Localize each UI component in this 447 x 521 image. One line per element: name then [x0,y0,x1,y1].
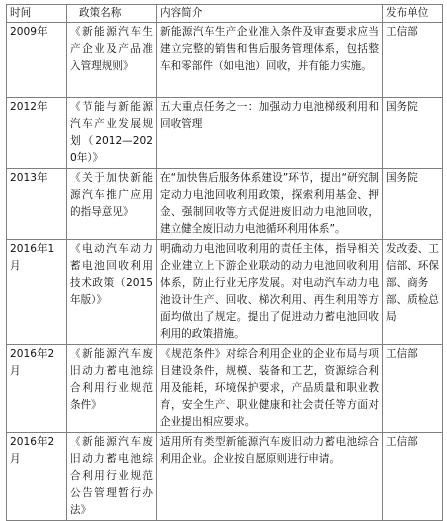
cell-time: 2012年 [7,98,67,169]
cell-time: 2009年 [7,23,67,98]
cell-issuer: 国务院 [383,169,443,240]
header-issuer: 发布单位 [383,5,443,23]
cell-time: 2013年 [7,169,67,240]
cell-policy-name: 《电动汽车动力蓄电池回收利用技术政策（2015年版）》 [67,240,157,345]
header-policy-name: 政策名称 [67,5,157,23]
table-row [7,345,443,433]
table-row [7,98,443,169]
table-row [7,23,443,98]
cell-issuer: 发改委、工信部、环保部、商务部、质检总局 [383,240,443,345]
cell-issuer: 工信部 [383,433,443,521]
table-header-row [7,5,443,23]
cell-content-summary: 在“加快售后服务体系建设”环节，提出“研究制定动力电池回收利用政策，探索利用基金、押金、强制回收等方式促进废旧动力电池回收，建立健全废旧动力电池循环利用体系”。 [157,169,383,240]
cell-content-summary: 五大重点任务之一：加强动力电池梯级利用和回收管理 [157,98,383,169]
cell-policy-name: 《节能与新能源汽车产业发展规划（2012—2020年）》 [67,98,157,169]
header-time: 时间 [7,5,67,23]
cell-issuer: 工信部 [383,23,443,98]
cell-time: 2016年1月 [7,240,67,345]
header-content-summary: 内容简介 [157,5,383,23]
cell-content-summary: 《规范条件》对综合利用企业的企业布局与项目建设条件，规模、装备和工艺，资源综合利用及能耗，环境保护要求，产品质量和职业教育，安全生产、职业健康和社会责任等方面对企业提出相应要求。 [157,345,383,433]
cell-content-summary: 明确动力电池回收利用的责任主体，指导相关企业建立上下游企业联动的动力电池回收利用体系，防止行业无序发展。对电动汽车动力电池设计生产、回收、梯次利用、再生利用等方面均做出了规定。提出了促进动力蓄电池回收利用的政策措施。 [157,240,383,345]
policy-table-container [6,4,442,521]
cell-policy-name: 《新能源汽车废旧动力蓄电池综合利用行业规范条件》 [67,345,157,433]
cell-policy-name: 《新能源汽车废旧动力蓄电池综合利用行业规范公告管理暂行办法》 [67,433,157,521]
cell-issuer: 国务院 [383,98,443,169]
cell-time: 2016年2月 [7,433,67,521]
cell-issuer: 工信部 [383,345,443,433]
table-row [7,433,443,521]
cell-policy-name: 《新能源汽车生产企业及产品准入管理规则》 [67,23,157,98]
cell-content-summary: 新能源汽车生产企业准入条件及审查要求应当建立完整的销售和售后服务管理体系，包括整车和零部件（如电池）回收，并有能力实施。 [157,23,383,98]
cell-content-summary: 适用所有类型新能源汽车废旧动力蓄电池综合利用企业。企业按自愿原则进行申请。 [157,433,383,521]
cell-policy-name: 《关于加快新能源汽车推广应用的指导意见》 [67,169,157,240]
policy-table [6,4,443,521]
cell-time: 2016年2月 [7,345,67,433]
table-row [7,240,443,345]
table-row [7,169,443,240]
